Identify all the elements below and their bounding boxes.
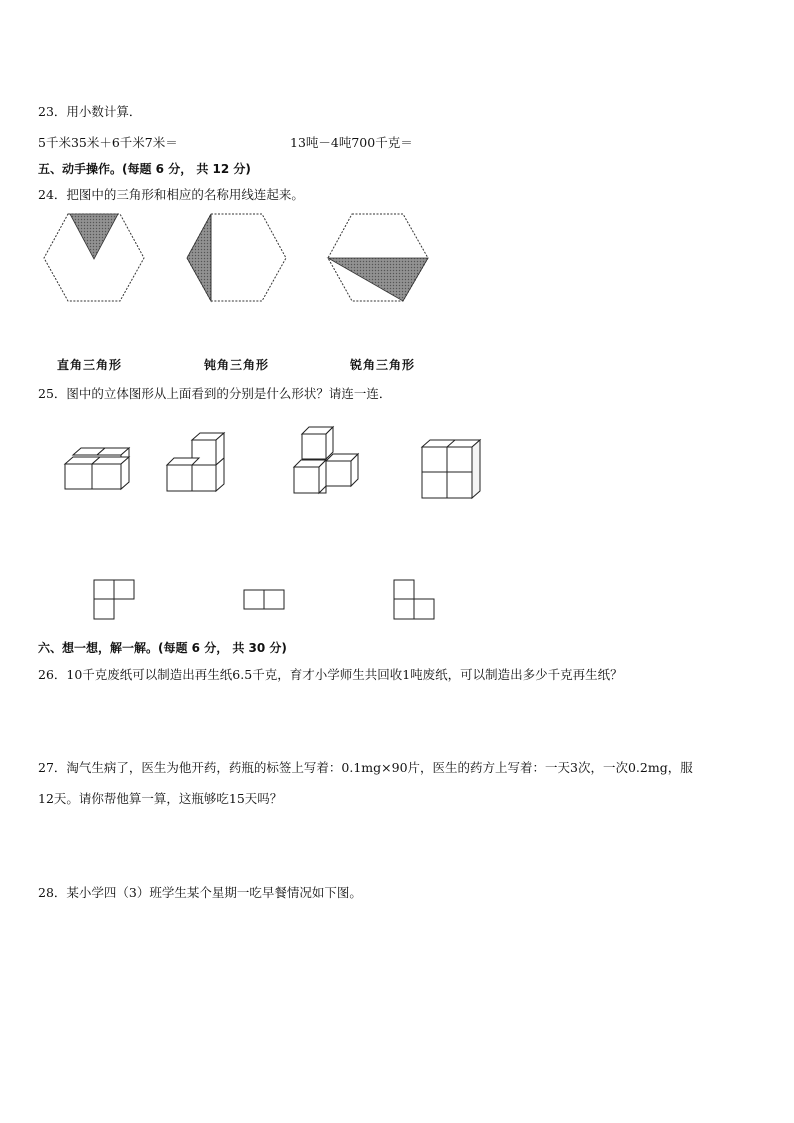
cube-solid-3	[294, 427, 358, 493]
top-view-3	[394, 580, 434, 619]
q25-prompt: 25．图中的立体图形从上面看到的分别是什么形状？请连一连．	[38, 386, 392, 401]
cube-solid-4	[422, 440, 480, 498]
q23-expr1: 5千米35米＋6千米7米＝	[38, 135, 178, 150]
top-view-2	[244, 590, 284, 609]
q28-text: 28．某小学四（3）班学生某个星期一吃早餐情况如下图。	[38, 885, 362, 900]
cube-solid-1	[65, 448, 129, 489]
section-5-title: 五、动手操作。(每题 6 分， 共 12 分)	[38, 162, 251, 176]
q27-line1: 27．淘气生病了，医生为他开药，药瓶的标签上写着：0.1mg×90片，医生的药方上写着：一天3次，一次0.2mg，服	[38, 760, 693, 775]
q27-line2: 12天。请你帮他算一算，这瓶够吃15天吗？	[38, 791, 283, 806]
q24-prompt: 24．把图中的三角形和相应的名称用线连起来。	[38, 187, 304, 202]
top-view-1	[94, 580, 134, 619]
cube-solid-2	[167, 433, 224, 491]
label-acute-triangle: 锐角三角形	[350, 358, 416, 372]
section-6-title: 六、想一想，解一解。(每题 6 分， 共 30 分)	[38, 641, 287, 655]
q26-text: 26．10千克废纸可以制造出再生纸6.5千克，育才小学师生共回收1吨废纸，可以制造出多少千克再生纸？	[38, 667, 623, 682]
q23-prompt: 23．用小数计算．	[38, 104, 142, 119]
label-right-triangle: 直角三角形	[57, 358, 123, 372]
label-obtuse-triangle: 钝角三角形	[204, 358, 270, 372]
q23-expr2: 13吨－4吨700千克＝	[290, 135, 413, 150]
